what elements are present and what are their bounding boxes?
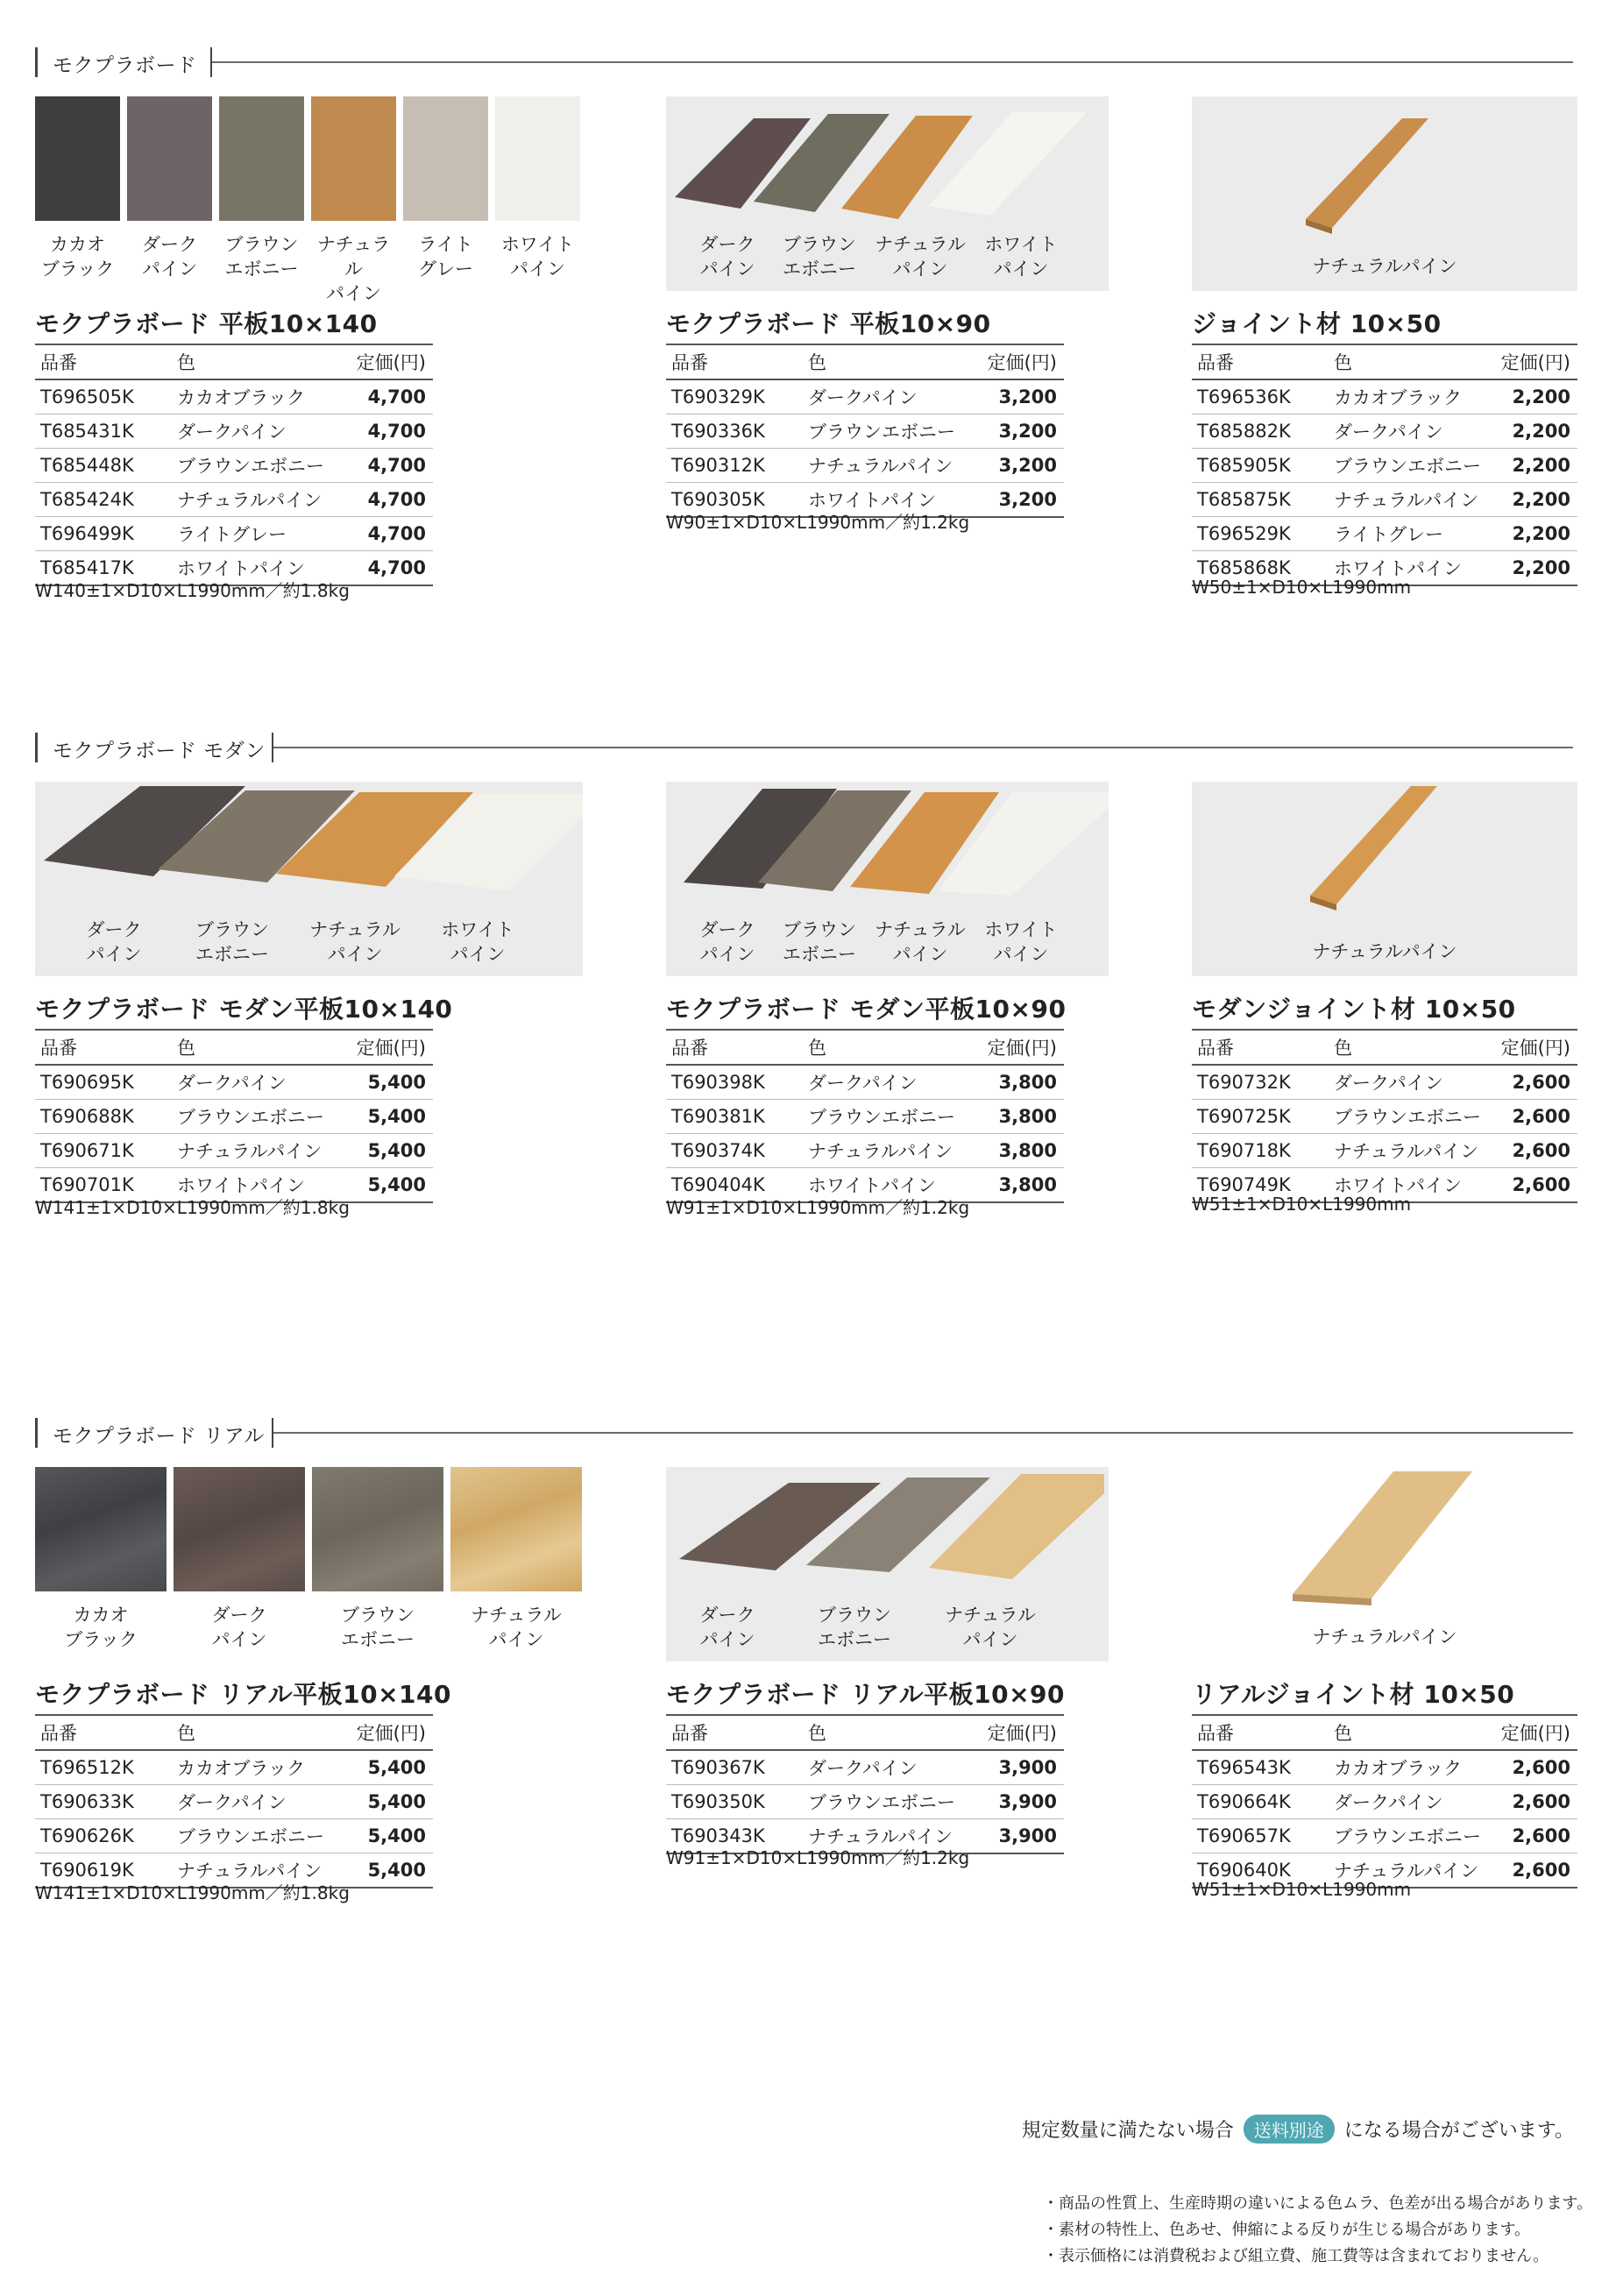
header-code: 品番 (1192, 1030, 1329, 1065)
table-row (666, 379, 1064, 415)
code-cell: T690718K (1192, 1134, 1329, 1168)
price-cell: 3,800 (973, 1065, 1064, 1100)
board-caption: ダーク パイン (699, 919, 755, 965)
swatch-white-pine (495, 96, 580, 221)
code-cell: T685875K (1192, 483, 1329, 517)
color-cell: ナチュラルパイン (1329, 1134, 1491, 1168)
color-cell: ホワイトパイン (1329, 551, 1491, 586)
swatch-caption: ダーク パイン (211, 1605, 267, 1650)
color-cell: ブラウンエボニー (172, 1819, 342, 1853)
header-rule (212, 61, 1573, 63)
swatch-image (35, 1467, 583, 1598)
table-header-row (666, 1030, 1064, 1065)
table-row (666, 1100, 1064, 1134)
footnotes (1043, 2191, 1592, 2270)
price-cell: 2,200 (1491, 449, 1577, 483)
price-cell: 4,700 (342, 415, 433, 449)
code-cell: T690305K (666, 483, 803, 518)
table-header-row (1192, 1030, 1577, 1065)
code-cell: T685882K (1192, 415, 1329, 449)
code-cell: T690640K (1192, 1853, 1329, 1889)
board-caption: ホワイト パイン (441, 919, 514, 965)
price-cell: 5,400 (342, 1168, 433, 1203)
section-header (35, 727, 1573, 766)
color-cell: カカオブラック (1329, 1750, 1491, 1785)
header-color: 色 (803, 1030, 973, 1065)
board-caption: ダーク パイン (699, 234, 755, 280)
price-cell: 4,700 (342, 483, 433, 517)
price-table (35, 1714, 433, 1889)
header-rule (273, 1432, 1573, 1434)
product-title: モクプラボード リアル平板10×140 (35, 1680, 452, 1709)
swatch-dark-pine (174, 1467, 305, 1591)
price-table (666, 344, 1064, 518)
shipping-note (1022, 2115, 1574, 2144)
color-cell: カカオブラック (172, 1750, 342, 1785)
shipping-badge: 送料別途 (1244, 2115, 1335, 2144)
table-header-row (666, 1715, 1064, 1750)
swatch-caption: ダーク パイン (142, 234, 197, 280)
color-cell: ライトグレー (1329, 517, 1491, 551)
price-cell: 2,600 (1491, 1100, 1577, 1134)
price-cell: 5,400 (342, 1819, 433, 1853)
header-code: 品番 (666, 1715, 803, 1750)
header-price: 定価(円) (342, 344, 433, 379)
price-cell: 2,600 (1491, 1785, 1577, 1819)
price-cell: 2,200 (1491, 379, 1577, 415)
code-cell: T690633K (35, 1785, 172, 1819)
price-cell: 3,800 (973, 1134, 1064, 1168)
product-title: モクプラボード 平板10×90 (666, 309, 991, 338)
swatch-image (35, 96, 583, 228)
footnote-item: ・商品の性質上、生産時期の違いによる色ムラ、色差が出る場合があります。 (1043, 2194, 1593, 2213)
code-cell: T690381K (666, 1100, 803, 1134)
price-cell: 2,600 (1491, 1065, 1577, 1100)
table-row (666, 1785, 1064, 1819)
code-cell: T690671K (35, 1134, 172, 1168)
color-cell: ブラウンエボニー (803, 1100, 973, 1134)
price-cell: 3,900 (973, 1819, 1064, 1854)
table-row (35, 1100, 433, 1134)
header-price: 定価(円) (1491, 1030, 1577, 1065)
color-cell: ホワイトパイン (172, 551, 342, 586)
spec-text: W50±1×D10×L1990mm (1192, 577, 1412, 598)
color-cell: ホワイトパイン (803, 1168, 973, 1203)
table-row (1192, 415, 1577, 449)
header-code: 品番 (35, 1030, 172, 1065)
shipping-note-after: になる場合がございます。 (1343, 2120, 1574, 2142)
price-cell: 2,600 (1491, 1168, 1577, 1203)
joint-caption: ナチュラルパイン (1312, 1626, 1457, 1648)
header-color: 色 (172, 344, 342, 379)
price-cell: 3,800 (973, 1100, 1064, 1134)
code-cell: T690725K (1192, 1100, 1329, 1134)
joint-natural-pine (1310, 786, 1437, 904)
code-cell: T685868K (1192, 551, 1329, 586)
header-price: 定価(円) (973, 1715, 1064, 1750)
code-cell: T690688K (35, 1100, 172, 1134)
code-cell: T685448K (35, 449, 172, 483)
table-row (35, 449, 433, 483)
color-cell: ホワイトパイン (1329, 1168, 1491, 1203)
joint-natural-pine (1293, 1471, 1472, 1598)
board-caption: ブラウン エボニー (783, 234, 856, 280)
code-cell: T690336K (666, 415, 803, 449)
price-cell: 2,200 (1491, 415, 1577, 449)
header-code: 品番 (1192, 1715, 1329, 1750)
swatch-caption: ナチュラル パイン (471, 1605, 562, 1650)
color-cell: ナチュラルパイン (1329, 483, 1491, 517)
spec-text: W91±1×D10×L1990mm／約1.2kg (666, 1197, 970, 1218)
code-cell: T690350K (666, 1785, 803, 1819)
code-cell: T690312K (666, 449, 803, 483)
swatch-caption: ライト グレー (418, 234, 473, 280)
code-cell: T690374K (666, 1134, 803, 1168)
table-row (1192, 1750, 1577, 1785)
header-bar (35, 733, 38, 762)
board-caption: ナチュラル パイン (875, 919, 966, 965)
code-cell: T696505K (35, 379, 172, 415)
color-cell: ダークパイン (803, 379, 973, 415)
color-cell: ブラウンエボニー (803, 1785, 973, 1819)
header-bar (35, 47, 38, 77)
table-row (1192, 517, 1577, 551)
swatch-caption: ブラウン エボニー (224, 234, 299, 280)
price-table (35, 1029, 433, 1203)
price-cell: 4,700 (342, 551, 433, 586)
product-title: モダンジョイント材 10×50 (1192, 995, 1516, 1024)
header-color: 色 (1329, 1715, 1491, 1750)
code-cell: T685417K (35, 551, 172, 586)
table-row (1192, 1785, 1577, 1819)
header-color: 色 (803, 344, 973, 379)
code-cell: T690664K (1192, 1785, 1329, 1819)
spec-text: W90±1×D10×L1990mm／約1.2kg (666, 512, 970, 533)
table-header-row (1192, 344, 1577, 379)
section-title: モクプラボード (53, 54, 197, 77)
table-row (35, 1819, 433, 1853)
price-table (1192, 1029, 1577, 1203)
code-cell: T690619K (35, 1853, 172, 1889)
header-bar (35, 1418, 38, 1448)
board-caption: ナチュラル パイン (875, 234, 966, 280)
price-cell: 5,400 (342, 1853, 433, 1889)
footnote-item: ・素材の特性上、色あせ、伸縮による反りが生じる場合があります。 (1043, 2221, 1531, 2239)
price-cell: 2,600 (1491, 1750, 1577, 1785)
board-caption: ブラウン エボニー (783, 919, 856, 965)
table-row (666, 1134, 1064, 1168)
color-cell: ダークパイン (1329, 415, 1491, 449)
code-cell: T690701K (35, 1168, 172, 1203)
code-cell: T696536K (1192, 379, 1329, 415)
swatch-caption: ブラウン エボニー (341, 1605, 415, 1650)
price-cell: 3,200 (973, 449, 1064, 483)
product-title: モクプラボード リアル平板10×90 (666, 1680, 1066, 1709)
price-cell: 4,700 (342, 379, 433, 415)
section-header (35, 1413, 1573, 1451)
price-cell: 3,200 (973, 379, 1064, 415)
table-row (666, 1065, 1064, 1100)
code-cell: T690329K (666, 379, 803, 415)
color-cell: ナチュラルパイン (803, 449, 973, 483)
swatch-cacao-black (35, 1467, 167, 1591)
price-cell: 4,700 (342, 449, 433, 483)
color-cell: ブラウンエボニー (172, 1100, 342, 1134)
code-cell: T690626K (35, 1819, 172, 1853)
header-price: 定価(円) (342, 1030, 433, 1065)
table-header-row (1192, 1715, 1577, 1750)
table-row (35, 1785, 433, 1819)
code-cell: T685424K (35, 483, 172, 517)
swatch-brown-ebony (312, 1467, 443, 1591)
color-cell: ホワイトパイン (172, 1168, 342, 1203)
code-cell: T696529K (1192, 517, 1329, 551)
color-cell: ナチュラルパイン (1329, 1853, 1491, 1889)
header-code: 品番 (666, 344, 803, 379)
table-row (35, 379, 433, 415)
swatch-brown-ebony (219, 96, 304, 221)
header-color: 色 (172, 1715, 342, 1750)
color-cell: ダークパイン (172, 415, 342, 449)
spec-text: W91±1×D10×L1990mm／約1.2kg (666, 1847, 970, 1868)
code-cell: T690404K (666, 1168, 803, 1203)
swatch-dark-pine (127, 96, 212, 221)
header-price: 定価(円) (1491, 344, 1577, 379)
color-cell: ダークパイン (803, 1065, 973, 1100)
table-row (666, 449, 1064, 483)
price-cell: 4,700 (342, 517, 433, 551)
color-cell: ダークパイン (803, 1750, 973, 1785)
table-header-row (35, 1030, 433, 1065)
price-cell: 5,400 (342, 1100, 433, 1134)
spec-text: W141±1×D10×L1990mm／約1.8kg (35, 1882, 350, 1903)
code-cell: T696512K (35, 1750, 172, 1785)
header-price: 定価(円) (342, 1715, 433, 1750)
header-price: 定価(円) (1491, 1715, 1577, 1750)
code-cell: T685905K (1192, 449, 1329, 483)
header-code: 品番 (35, 344, 172, 379)
swatch-light-gray (403, 96, 488, 221)
code-cell: T690398K (666, 1065, 803, 1100)
header-code: 品番 (666, 1030, 803, 1065)
header-color: 色 (172, 1030, 342, 1065)
table-row (35, 1134, 433, 1168)
footnote-item: ・表示価格には消費税および組立費、施工費等は含まれておりません。 (1043, 2247, 1549, 2265)
color-cell: ブラウンエボニー (1329, 449, 1491, 483)
price-cell: 2,600 (1491, 1819, 1577, 1853)
price-table (1192, 344, 1577, 586)
product-title: モクプラボード 平板10×140 (35, 309, 378, 338)
price-table (1192, 1714, 1577, 1889)
price-cell: 3,900 (973, 1785, 1064, 1819)
table-row (35, 1065, 433, 1100)
product-title: モクプラボード モダン平板10×90 (666, 995, 1067, 1024)
color-cell: ブラウンエボニー (172, 449, 342, 483)
board-caption: ブラウン エボニー (818, 1605, 891, 1650)
product-title: ジョイント材 10×50 (1192, 309, 1442, 338)
table-row (1192, 449, 1577, 483)
table-row (666, 1750, 1064, 1785)
table-row (35, 1750, 433, 1785)
price-cell: 5,400 (342, 1785, 433, 1819)
color-cell: ダークパイン (1329, 1785, 1491, 1819)
spec-text: W51±1×D10×L1990mm (1192, 1194, 1412, 1215)
price-table (666, 1029, 1064, 1203)
header-code: 品番 (35, 1715, 172, 1750)
color-cell: ライトグレー (172, 517, 342, 551)
table-row (1192, 1819, 1577, 1853)
swatch-caption: カカオ ブラック (40, 234, 115, 280)
color-cell: カカオブラック (1329, 379, 1491, 415)
section-header (35, 42, 1573, 81)
table-row (35, 517, 433, 551)
section-title: モクプラボード リアル (53, 1425, 265, 1448)
section-title: モクプラボード モダン (53, 740, 266, 762)
table-header-row (35, 1715, 433, 1750)
price-cell: 2,600 (1491, 1134, 1577, 1168)
price-cell: 3,900 (973, 1750, 1064, 1785)
code-cell: T690695K (35, 1065, 172, 1100)
price-cell: 5,400 (342, 1065, 433, 1100)
spec-text: W140±1×D10×L1990mm／約1.8kg (35, 580, 350, 601)
price-cell: 3,800 (973, 1168, 1064, 1203)
swatch-natural-pine (450, 1467, 582, 1591)
swatch-caption: ホワイト パイン (500, 234, 575, 280)
color-cell: ナチュラルパイン (172, 1134, 342, 1168)
joint-caption: ナチュラルパイン (1312, 941, 1457, 962)
table-row (1192, 483, 1577, 517)
table-header-row (666, 344, 1064, 379)
board-caption: ダーク パイン (86, 919, 142, 965)
color-cell: ナチュラルパイン (172, 1853, 342, 1889)
joint-natural-pine (1306, 118, 1428, 228)
code-cell: T696543K (1192, 1750, 1329, 1785)
swatch-caption: カカオ ブラック (64, 1605, 138, 1650)
color-cell: ダークパイン (172, 1785, 342, 1819)
code-cell: T685431K (35, 415, 172, 449)
color-cell: ナチュラルパイン (803, 1819, 973, 1854)
price-cell: 3,200 (973, 415, 1064, 449)
color-cell: カカオブラック (172, 379, 342, 415)
header-color: 色 (1329, 1030, 1491, 1065)
board-caption: ホワイト パイン (984, 234, 1058, 280)
price-cell: 2,200 (1491, 517, 1577, 551)
color-cell: ブラウンエボニー (803, 415, 973, 449)
header-rule (273, 747, 1573, 748)
header-code: 品番 (1192, 344, 1329, 379)
board-caption: ブラウン エボニー (195, 919, 269, 965)
header-color: 色 (1329, 344, 1491, 379)
table-row (35, 483, 433, 517)
table-header-row (35, 344, 433, 379)
table-row (666, 415, 1064, 449)
shipping-note-before: 規定数量に満たない場合 (1021, 2120, 1234, 2142)
board-caption: ナチュラル パイン (309, 919, 400, 965)
color-cell: ナチュラルパイン (803, 1134, 973, 1168)
code-cell: T690749K (1192, 1168, 1329, 1203)
color-cell: ダークパイン (1329, 1065, 1491, 1100)
color-cell: ダークパイン (172, 1065, 342, 1100)
price-cell: 2,200 (1491, 551, 1577, 586)
price-table (35, 344, 433, 586)
price-table (666, 1714, 1064, 1854)
header-color: 色 (803, 1715, 973, 1750)
price-cell: 2,200 (1491, 483, 1577, 517)
header-price: 定価(円) (973, 1030, 1064, 1065)
code-cell: T690343K (666, 1819, 803, 1854)
color-cell: ブラウンエボニー (1329, 1819, 1491, 1853)
swatch-natural-pine (311, 96, 396, 221)
board-caption: ナチュラル パイン (945, 1605, 1036, 1650)
price-cell: 3,200 (973, 483, 1064, 518)
spec-text: W141±1×D10×L1990mm／約1.8kg (35, 1197, 350, 1218)
color-cell: ナチュラルパイン (172, 483, 342, 517)
table-row (1192, 1065, 1577, 1100)
product-title: モクプラボード モダン平板10×140 (35, 995, 453, 1024)
price-cell: 2,600 (1491, 1853, 1577, 1889)
table-row (1192, 379, 1577, 415)
header-price: 定価(円) (973, 344, 1064, 379)
swatch-cacao-black (35, 96, 120, 221)
code-cell: T690657K (1192, 1819, 1329, 1853)
code-cell: T690367K (666, 1750, 803, 1785)
swatch-caption: ナチュラル パイン (316, 234, 391, 304)
color-cell: ホワイトパイン (803, 483, 973, 518)
board-caption: ダーク パイン (699, 1605, 755, 1650)
table-row (1192, 1100, 1577, 1134)
code-cell: T690732K (1192, 1065, 1329, 1100)
price-cell: 5,400 (342, 1750, 433, 1785)
table-row (1192, 1134, 1577, 1168)
product-title: リアルジョイント材 10×50 (1192, 1680, 1515, 1709)
color-cell: ブラウンエボニー (1329, 1100, 1491, 1134)
table-row (35, 415, 433, 449)
board-caption: ホワイト パイン (984, 919, 1058, 965)
price-cell: 5,400 (342, 1134, 433, 1168)
code-cell: T696499K (35, 517, 172, 551)
joint-caption: ナチュラルパイン (1312, 256, 1457, 277)
spec-text: W51±1×D10×L1990mm (1192, 1879, 1412, 1900)
